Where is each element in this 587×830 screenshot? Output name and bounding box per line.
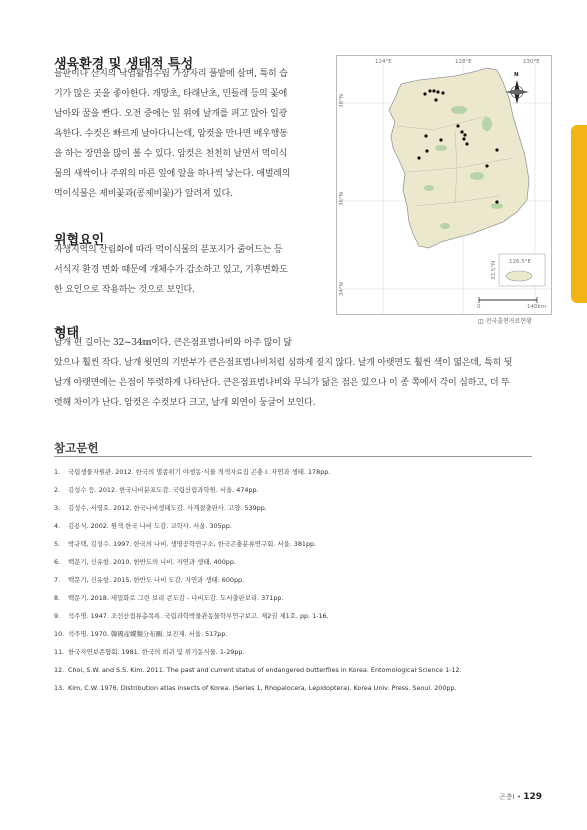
reference-item	[54, 535, 534, 553]
reference-number: 2.	[54, 486, 61, 494]
reference-text: 박규택, 김성수. 1997. 한국의 나비. 생명공학연구소, 한국곤충분류연구회. 서울. 381pp.	[68, 540, 317, 548]
inset-lon-label: 126.5°E	[509, 259, 531, 265]
reference-number: 4.	[54, 522, 61, 530]
scale-start: 0	[477, 304, 481, 310]
text-line: 서식지 환경 변화 때문에 개체수가 감소하고 있고, 기후변화도	[54, 265, 288, 275]
lon-label-128: 128°E	[455, 59, 472, 65]
reference-text: 한국자연보존협회. 1981. 한국의 희귀 및 위기동식물. 1-29pp.	[68, 648, 245, 656]
reference-text: 석주명. 1947. 조선산접류총목록. 국립과학박물관동물학부연구보고. 제2권 제1호. pp. 1-16.	[68, 612, 329, 620]
reference-item	[54, 553, 534, 571]
reference-text: 백문기. 2018. 세밀화로 그린 보리 큰도감 - 나비도감. 도서출판보리. 371pp.	[68, 594, 284, 602]
reference-item	[54, 499, 534, 517]
reference-number: 8.	[54, 594, 61, 602]
footer-section: 곤충Ⅰ	[499, 793, 515, 801]
reference-text: Kim, C.W. 1976. Distribution atlas insects of Korea. (Series 1, Rhopalocera, Lepidoptera). Korea Univ. Press. Seoul. 200pp.	[68, 684, 457, 692]
reference-item	[54, 661, 534, 679]
reference-number: 3.	[54, 504, 61, 512]
form-paragraph	[54, 333, 534, 413]
map-caption: ◫ 전국출현자료현황	[478, 318, 532, 325]
reference-text: 김성수, 서영호. 2012. 한국나비생태도감. 사계절출판사. 고양. 539pp.	[68, 504, 267, 512]
text-line: 았으나 훨씬 작다. 날개 윗면의 기반부가 큰은점표범나비처럼 심하게 짙지 않다. 날개 아랫면도 훨씬 색이 엷은데, 특히 뒷	[54, 358, 513, 368]
reference-number: 9.	[54, 612, 61, 620]
reference-item	[54, 481, 534, 499]
reference-number: 10.	[54, 630, 65, 638]
text-line: 날개 편 길이는 32~34㎜이다. 큰은점표범나비와 아주 많이 닮	[54, 338, 292, 348]
reference-text: 김용식. 2002. 원색 한국 나비 도감. 교학사. 서울. 305pp.	[68, 522, 232, 530]
reference-item	[54, 625, 534, 643]
page-number: 129	[523, 792, 542, 802]
reference-number: 12.	[54, 666, 65, 674]
page-footer	[499, 792, 542, 802]
reference-item	[54, 589, 534, 607]
scale-end: 140km	[527, 304, 547, 310]
lat-label-38: 38°N	[339, 94, 345, 108]
text-line: 기가 많은 곳을 좋아한다. 개망초, 타래난초, 민들레 등의 꽃에	[54, 89, 288, 99]
reference-number: 11.	[54, 648, 65, 656]
reference-number: 7.	[54, 576, 61, 584]
text-line: 욕한다. 수컷은 빠르게 날아다니는데, 암컷을 만나면 배우행동	[54, 129, 288, 139]
references-title: 참고문헌	[54, 441, 99, 455]
reference-item	[54, 679, 534, 697]
text-line: 날아와 꿀을 빤다. 오전 중에는 잎 위에 날개를 펴고 앉아 일광	[54, 109, 288, 119]
reference-item	[54, 517, 534, 535]
text-line: 자생지역의 산림화에 따라 먹이식물의 분포지가 줄어드는 등	[54, 245, 283, 255]
habitat-title: 생육환경 및 생태적 특성	[54, 57, 194, 72]
map-pin-icon: ◫	[478, 318, 484, 325]
lat-label-34: 34°N	[339, 282, 345, 296]
text-line: 먹이식물은 제비꽃과(콩제비꽃)가 알려져 있다.	[54, 189, 233, 199]
reference-text: 석주명. 1970. 韓國産蝶類分布圖. 보진재. 서울. 517pp.	[68, 630, 228, 638]
reference-number: 5.	[54, 540, 61, 548]
chapter-tab	[571, 125, 587, 303]
north-label: N	[514, 72, 519, 78]
text-line: 날개 아랫면에는 은점이 뚜렷하게 나타난다. 큰은점표범나비와 무늬가 닮은 점은 있으나 이 종 쪽에서 각이 심하고, 더 뚜	[54, 378, 510, 388]
references-divider	[54, 456, 532, 457]
references-list	[54, 463, 534, 697]
reference-item	[54, 571, 534, 589]
text-line: 한 요인으로 작용하는 것으로 보인다.	[54, 285, 195, 295]
reference-item	[54, 463, 534, 481]
habitat-paragraph	[54, 64, 326, 204]
reference-item	[54, 643, 534, 661]
lon-label-130: 130°E	[523, 59, 540, 65]
reference-text: 김성수 등. 2012. 한국나비분포도감. 국립산림과학원. 서울. 474pp.	[68, 486, 259, 494]
reference-item	[54, 607, 534, 625]
lon-label-124: 124°E	[375, 59, 392, 65]
reference-text: 국립생물자원관. 2012. 한국의 멸종위기 야생동·식물 적색자료집 곤충 I. 자연과 생태. 178pp.	[68, 468, 331, 476]
inset-lat-label: 33.5°N	[491, 260, 497, 280]
reference-text: Choi, S.W. and S.S. Kim. 2011. The past and current status of endangered butterflies in Korea. Entomological Science 1-12.	[68, 666, 462, 674]
lat-label-36: 36°N	[339, 192, 345, 206]
reference-number: 6.	[54, 558, 61, 566]
map-svg	[337, 56, 551, 314]
reference-number: 1.	[54, 468, 61, 476]
threat-paragraph	[54, 240, 326, 300]
reference-text: 백문기, 신유항. 2010. 한반도의 나비. 자연과 생태. 400pp.	[68, 558, 236, 566]
reference-text: 백문기, 신유항. 2015. 한반도 나비 도감. 자연과 생태. 600pp.	[68, 576, 245, 584]
text-line: 렷해 차이가 난다. 암컷은 수컷보다 크고, 날개 외연이 둥글어 보인다.	[54, 398, 316, 408]
jeju-island	[506, 271, 532, 281]
footer-dot: •	[516, 793, 521, 801]
text-line: 물의 새싹이나 주위의 마른 잎에 알을 하나씩 낳는다. 애벌레의	[54, 169, 291, 179]
text-line: 을 하는 장면을 많이 볼 수 있다. 암컷은 천천히 날면서 먹이식	[54, 149, 288, 159]
korea-landmass	[389, 68, 529, 248]
distribution-map	[336, 55, 552, 315]
form-title: 형태	[54, 326, 80, 341]
reference-number: 13.	[54, 684, 65, 692]
threat-title: 위협요인	[54, 233, 105, 248]
text-line: 들판이나 산지의 낙엽활엽수림 가장자리 풀밭에 살며, 특히 습	[54, 69, 288, 79]
